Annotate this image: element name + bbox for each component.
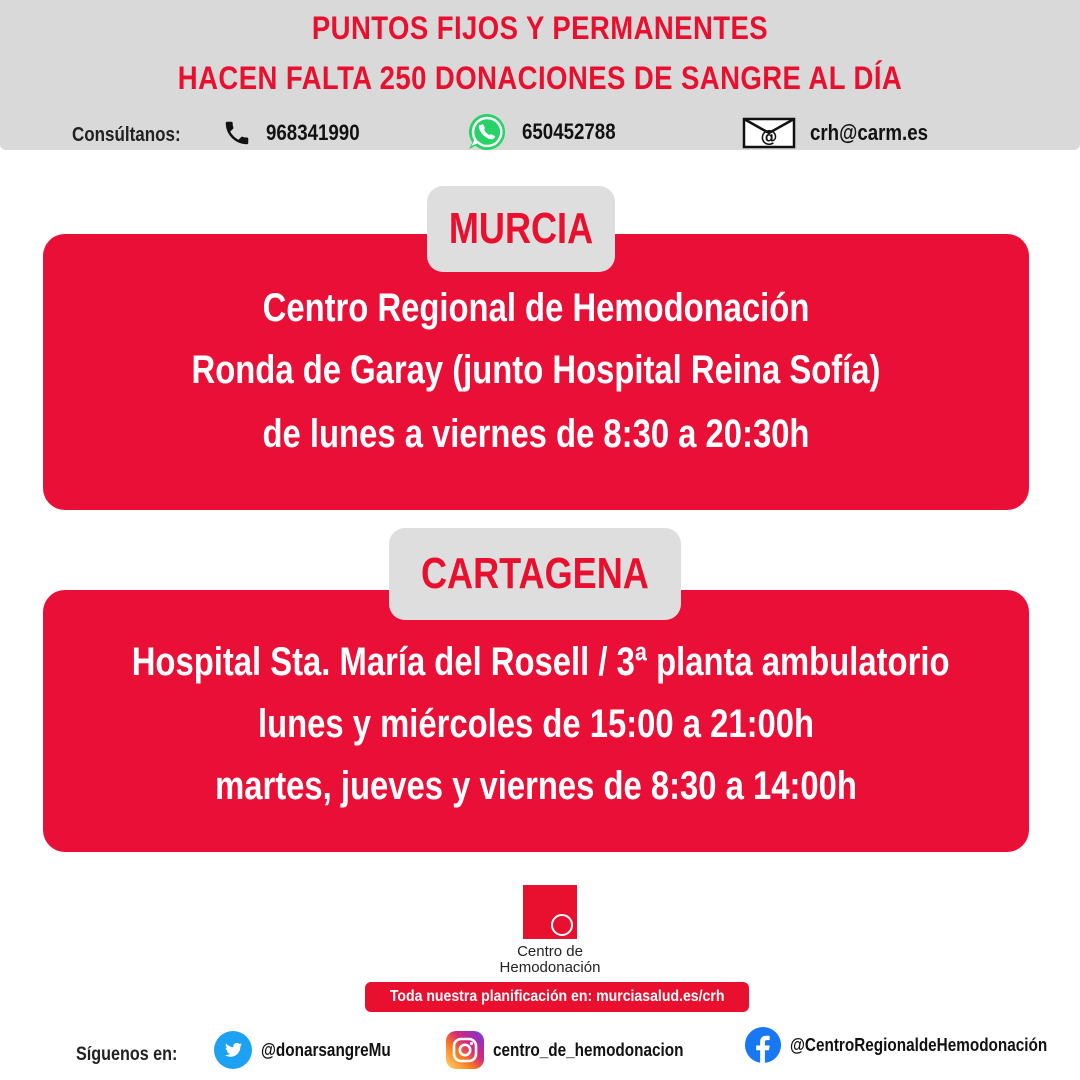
facebook-icon — [744, 1026, 782, 1064]
planning-link[interactable] — [365, 982, 749, 1012]
murcia-title: MURCIA — [448, 204, 594, 253]
facebook-handle: @CentroRegionaldeHemodonación — [790, 1034, 1048, 1055]
svg-text:@: @ — [760, 127, 778, 147]
twitter-handle: @donarsangreMu — [261, 1039, 391, 1060]
murcia-line-2: Ronda de Garay (junto Hospital Reina Sofía) — [191, 348, 881, 392]
cartagena-line-2: lunes y miércoles de 15:00 a 21:00h — [257, 702, 815, 746]
email-contact[interactable] — [742, 116, 949, 150]
cartagena-card — [43, 590, 1029, 852]
murcia-card — [43, 234, 1029, 510]
instagram-link[interactable] — [445, 1030, 717, 1070]
whatsapp-icon — [466, 111, 508, 153]
phone-contact[interactable] — [222, 116, 376, 150]
murcia-tab — [427, 186, 615, 272]
cartagena-line-1: Hospital Sta. María del Rosell / 3ª planta ambulatorio — [131, 640, 950, 684]
instagram-icon — [445, 1030, 485, 1070]
cartagena-tab — [389, 528, 681, 620]
header-banner — [0, 0, 1080, 150]
instagram-handle: centro_de_hemodonacion — [493, 1039, 684, 1060]
phone-number: 968341990 — [266, 120, 360, 145]
whatsapp-contact[interactable] — [466, 110, 632, 154]
cartagena-line-3: martes, jueves y viernes de 8:30 a 14:00h — [215, 764, 857, 808]
header-title: PUNTOS FIJOS Y PERMANENTES — [311, 10, 769, 46]
email-icon — [742, 117, 796, 149]
logo-line-2: Hemodonación — [499, 959, 601, 976]
murcia-line-3: de lunes a viernes de 8:30 a 20:30h — [262, 412, 810, 456]
twitter-link[interactable] — [213, 1030, 414, 1070]
cartagena-title: CARTAGENA — [421, 549, 649, 598]
follow-label: Síguenos en: — [76, 1044, 178, 1065]
email-address: crh@carm.es — [810, 120, 929, 145]
whatsapp-number: 650452788 — [522, 119, 616, 144]
contact-label: Consúltanos: — [72, 124, 181, 146]
logo-line-1: Centro de — [517, 943, 583, 960]
logo-circle-icon — [551, 914, 573, 936]
planning-text: Toda nuestra planificación en: murciasalud.es/crh — [389, 988, 725, 1005]
header-subtitle: HACEN FALTA 250 DONACIONES DE SANGRE AL DÍA — [177, 60, 903, 96]
phone-icon — [222, 118, 252, 148]
twitter-icon — [213, 1030, 253, 1070]
facebook-link[interactable] — [744, 1026, 1080, 1064]
murcia-line-1: Centro Regional de Hemodonación — [262, 286, 810, 330]
